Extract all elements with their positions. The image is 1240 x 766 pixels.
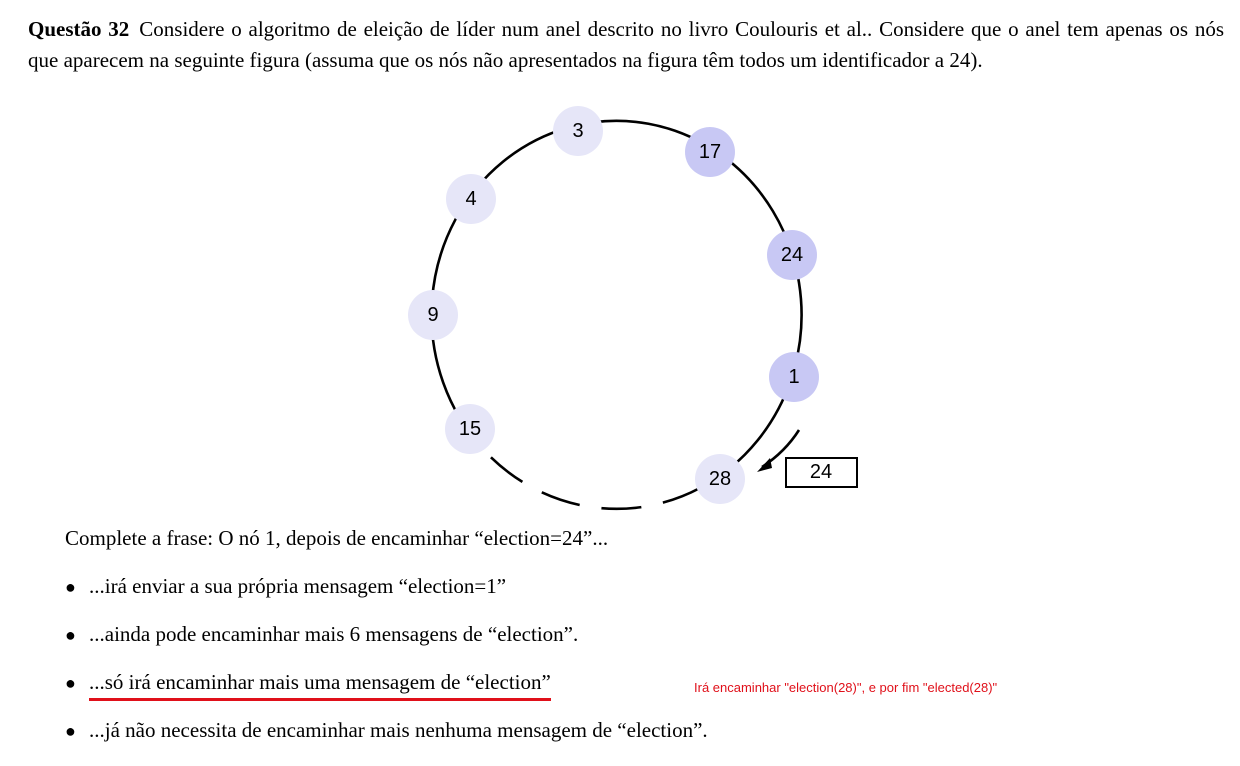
bullet-icon: ● [65, 577, 76, 597]
node-4 [446, 174, 496, 224]
option-2[interactable] [65, 622, 578, 647]
ring-dashed-arc [482, 448, 700, 509]
bullet-icon: ● [65, 625, 76, 645]
message-box-label: 24 [809, 461, 833, 483]
option-1[interactable] [65, 574, 506, 599]
node-1-label: 1 [788, 366, 800, 388]
arrowhead [757, 458, 772, 472]
node-15 [445, 404, 495, 454]
message-box [786, 458, 857, 487]
prompt: Complete a frase: O nó 1, depois de encaminhar “election=24”... [65, 526, 609, 550]
red-annotation: Irá encaminhar "election(28)", e por fim "elected(28)" [694, 680, 998, 695]
node-9 [408, 290, 458, 340]
option-3[interactable] [65, 670, 551, 701]
option-2-text: ...ainda pode encaminhar mais 6 mensagens de “election”. [89, 622, 579, 646]
question-body: Considere o algoritmo de eleição de líder num anel descrito no livro Coulouris et al.. Considere que o anel tem apenas os nós que aparecem na seguinte figura (assuma que os nós não apresentados na figura têm todos um identificador a 24). [28, 17, 1224, 72]
node-1 [769, 352, 819, 402]
node-28 [695, 454, 745, 504]
node-3-label: 3 [572, 120, 584, 142]
node-28-label: 28 [708, 468, 732, 490]
option-3-text: ...só irá encaminhar mais uma mensagem de “election” [89, 670, 551, 701]
option-1-text: ...irá enviar a sua própria mensagem “election=1” [89, 574, 507, 598]
node-9-label: 9 [427, 304, 439, 326]
node-15-label: 15 [458, 418, 482, 440]
option-4[interactable] [65, 718, 708, 743]
node-4-label: 4 [465, 188, 477, 210]
node-24 [767, 230, 817, 280]
node-17-label: 17 [698, 141, 722, 163]
node-3 [553, 106, 603, 156]
bullet-icon: ● [65, 673, 76, 693]
ring-arc [432, 121, 802, 509]
node-24-label: 24 [780, 244, 804, 266]
node-17 [685, 127, 735, 177]
bullet-icon: ● [65, 721, 76, 741]
option-4-text: ...já não necessita de encaminhar mais nenhuma mensagem de “election”. [89, 718, 708, 742]
question-number: Questão 32 [28, 17, 130, 41]
